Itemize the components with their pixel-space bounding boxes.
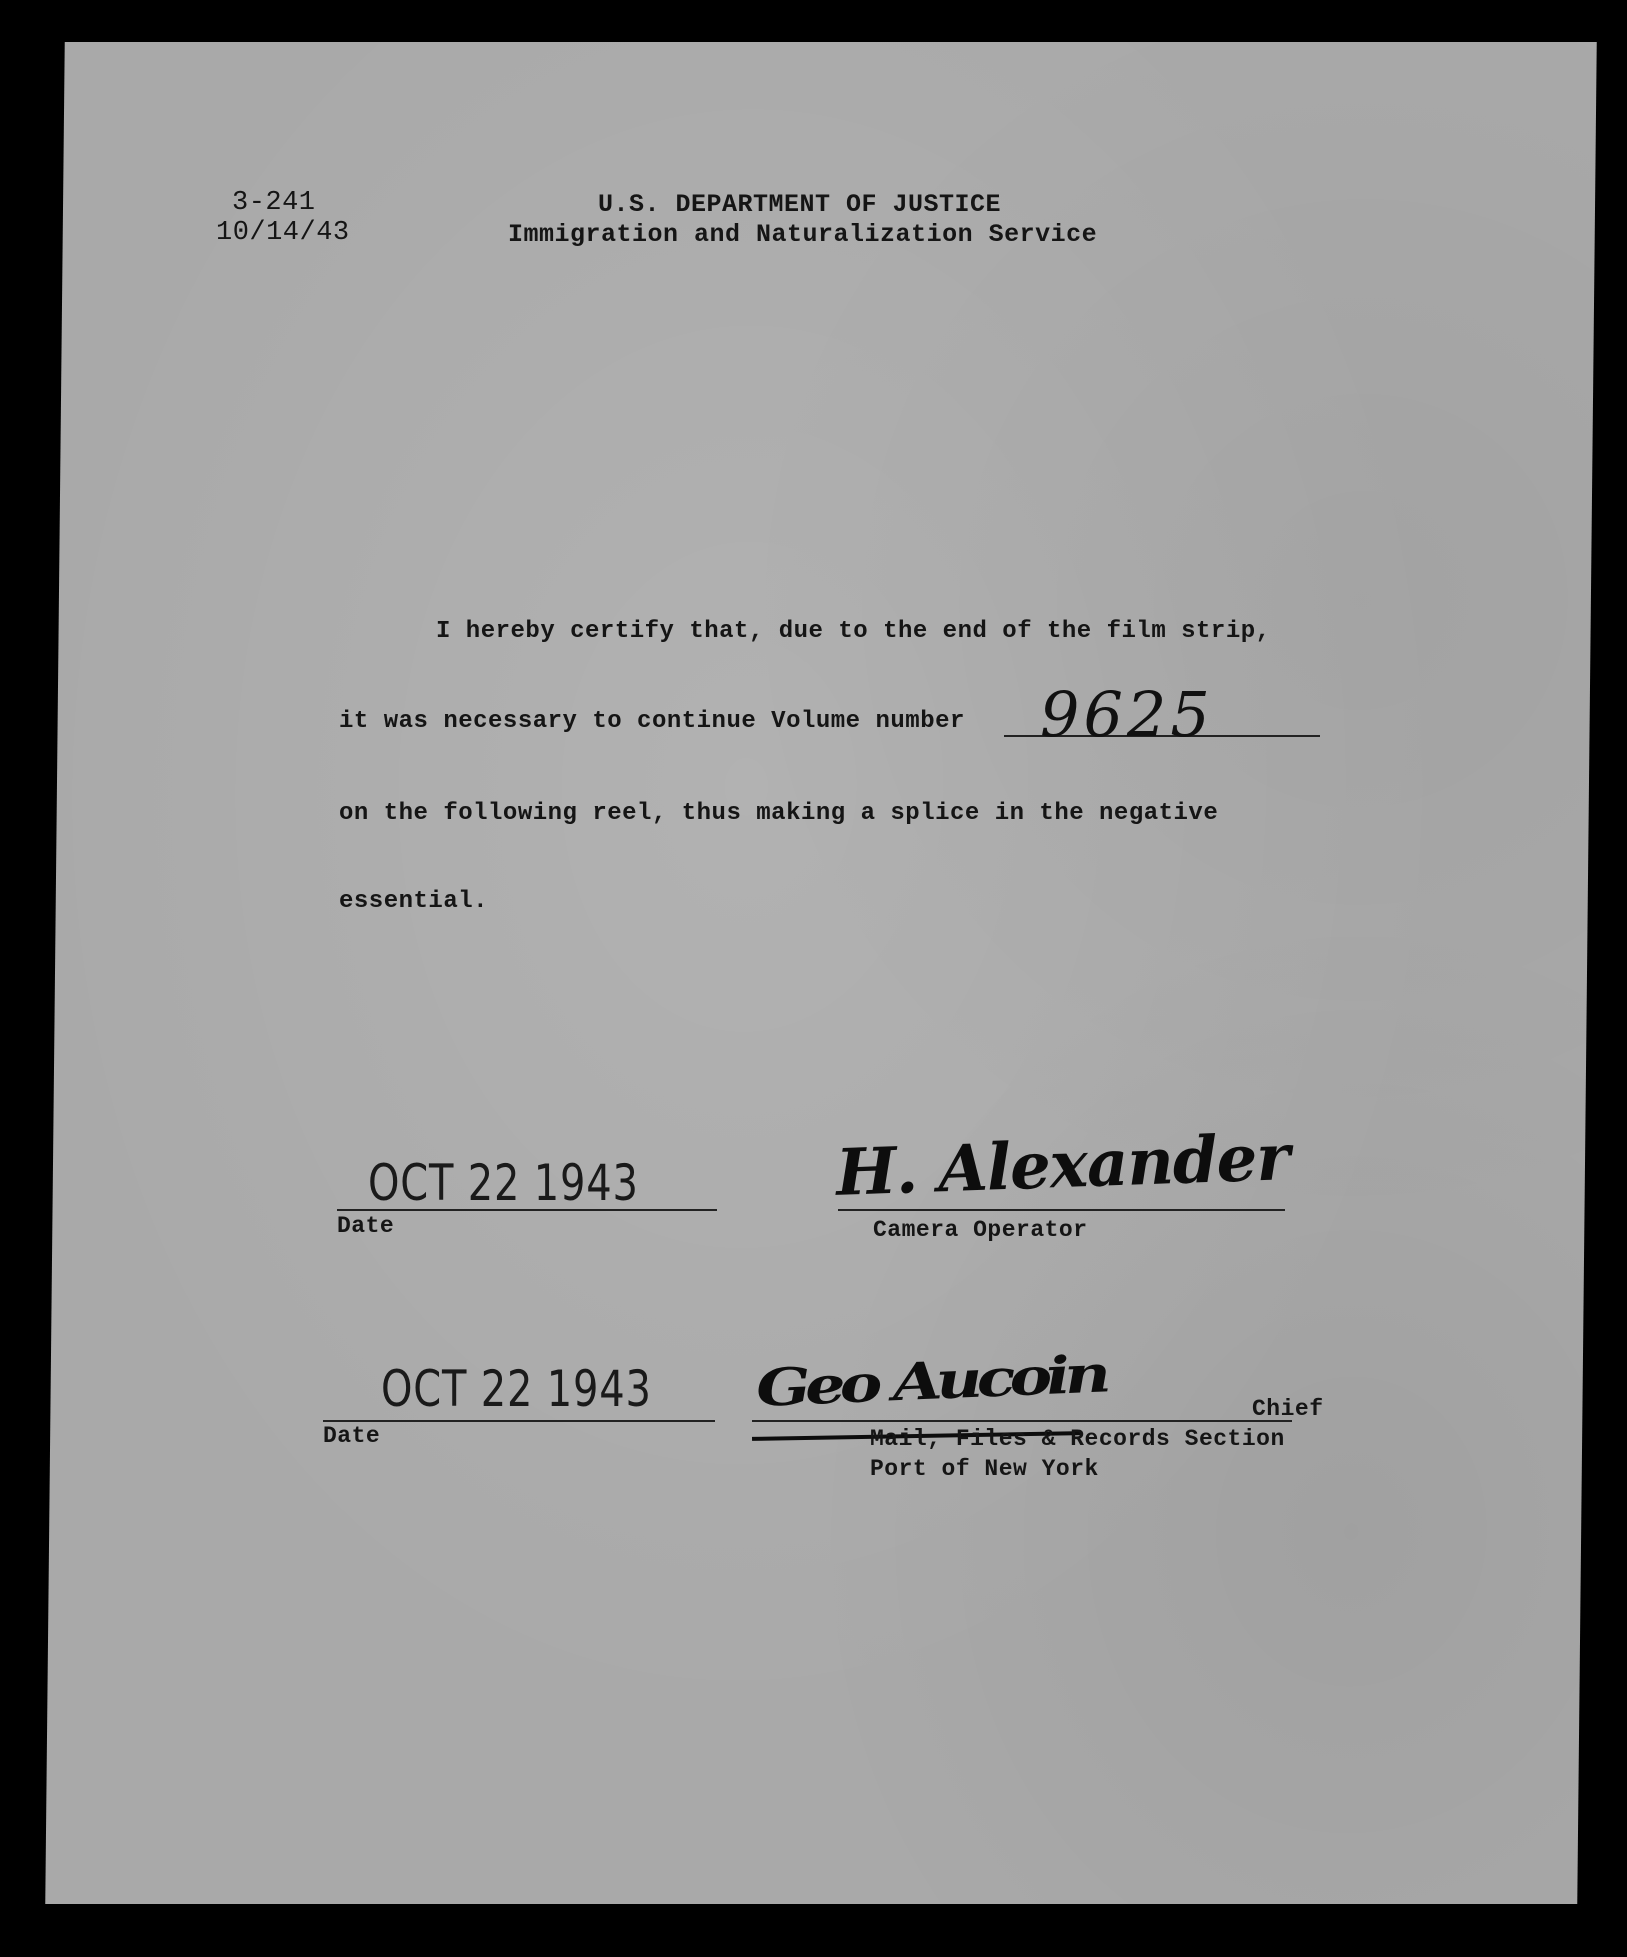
chief-signature: Geo Aucoin <box>754 1344 1107 1419</box>
certification-line-2: it was necessary to continue Volume number <box>339 708 965 735</box>
service-heading: Immigration and Naturalization Service <box>508 220 1098 249</box>
port-label: Port of New York <box>870 1456 1099 1482</box>
date-stamp-2: OCT 22 1943 <box>381 1360 652 1418</box>
department-heading: U.S. DEPARTMENT OF JUSTICE <box>598 190 1002 219</box>
form-number: 3-241 <box>232 188 316 218</box>
certification-line-3: on the following reel, thus making a splice in the negative <box>339 800 1219 827</box>
chief-line <box>752 1420 1292 1422</box>
certification-line-1: I hereby certify that, due to the end of the film strip, <box>436 618 1271 645</box>
certification-line-4: essential. <box>339 888 489 915</box>
date-label-2: Date <box>323 1423 381 1449</box>
date-stamp-1: OCT 22 1943 <box>368 1154 639 1212</box>
camera-operator-label: Camera Operator <box>873 1217 1088 1243</box>
date-line-2 <box>323 1420 715 1422</box>
section-label: Mail, Files & Records Section <box>870 1426 1285 1452</box>
form-date: 10/14/43 <box>216 218 350 248</box>
camera-operator-line <box>838 1209 1285 1211</box>
camera-operator-signature: H. Alexander <box>834 1120 1291 1211</box>
document-paper <box>45 42 1596 1904</box>
date-line-1 <box>337 1209 717 1211</box>
volume-number-handwritten: 9625 <box>1040 678 1214 751</box>
chief-title-label: Chief <box>1252 1396 1324 1422</box>
date-label-1: Date <box>337 1213 395 1239</box>
